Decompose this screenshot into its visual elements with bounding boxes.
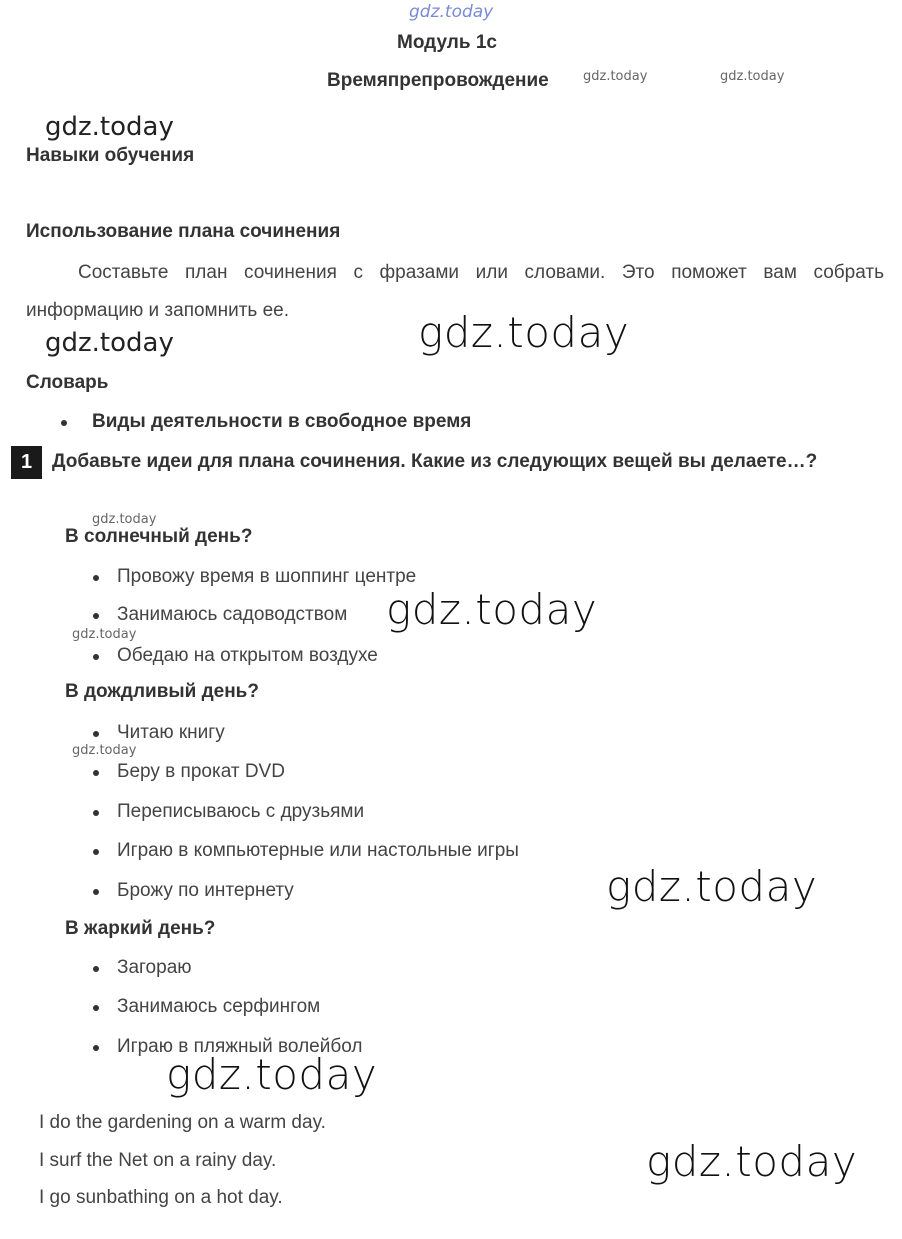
list-item: Играю в пляжный волейбол	[117, 1036, 363, 1057]
bullet	[93, 654, 99, 660]
bullet	[93, 613, 99, 619]
list-item: Обедаю на открытом воздухе	[117, 645, 378, 666]
bullet	[93, 1045, 99, 1051]
list-item: Играю в компьютерные или настольные игры	[117, 840, 519, 861]
group-title-rainy: В дождливый день?	[65, 681, 259, 702]
watermark: gdz.today	[720, 69, 785, 84]
bullet	[93, 849, 99, 855]
watermark: gdz.today	[166, 1050, 378, 1099]
watermark: gdz.today	[72, 743, 137, 758]
watermark: gdz.today	[583, 69, 648, 84]
vocabulary-title: Словарь	[26, 372, 109, 393]
bullet	[93, 810, 99, 816]
answer-line: I go sunbathing on a hot day.	[39, 1187, 283, 1208]
answer-line: I do the gardening on a warm day.	[39, 1112, 326, 1133]
bullet	[93, 731, 99, 737]
list-item: Занимаюсь садоводством	[117, 604, 348, 625]
watermark: gdz.today	[418, 308, 630, 357]
bullet	[93, 966, 99, 972]
watermark: gdz.today	[646, 1137, 858, 1186]
bullet	[61, 420, 67, 426]
group-title-hot: В жаркий день?	[65, 918, 216, 939]
watermark: gdz.today	[606, 862, 818, 911]
vocabulary-item: Виды деятельности в свободное время	[92, 411, 472, 432]
watermark: gdz.today	[92, 512, 157, 527]
list-item: Загораю	[117, 957, 192, 978]
list-item: Беру в прокат DVD	[117, 761, 285, 782]
list-item: Занимаюсь серфингом	[117, 996, 321, 1017]
skills-subtitle: Использование плана сочинения	[26, 221, 341, 242]
bullet	[93, 575, 99, 581]
skills-paragraph: Составьте план сочинения с фразами или словами. Это поможет вам собрать информацию и запомнить ее.	[26, 262, 884, 321]
list-item: Переписываюсь с друзьями	[117, 801, 365, 822]
answer-line: I surf the Net on a rainy day.	[39, 1150, 277, 1171]
skills-title: Навыки обучения	[26, 145, 195, 166]
watermark: gdz.today	[72, 627, 137, 642]
watermark: gdz.today	[386, 585, 598, 634]
module-title: Модуль 1c	[397, 32, 497, 53]
watermark: gdz.today	[45, 328, 174, 358]
exercise-instruction: Добавьте идеи для плана сочинения. Какие из следующих вещей вы делаете…?	[52, 451, 818, 472]
exercise-number: 1	[11, 446, 42, 479]
watermark: gdz.today	[45, 112, 174, 142]
list-item: Брожу по интернету	[117, 880, 294, 901]
bullet	[93, 1005, 99, 1011]
list-item: Читаю книгу	[117, 722, 225, 743]
bullet	[93, 770, 99, 776]
bullet	[93, 889, 99, 895]
watermark-top: gdz.today	[409, 2, 494, 22]
list-item: Провожу время в шоппинг центре	[117, 566, 417, 587]
topic-title: Времяпрепровождение	[327, 70, 549, 91]
group-title-sunny: В солнечный день?	[65, 526, 253, 547]
